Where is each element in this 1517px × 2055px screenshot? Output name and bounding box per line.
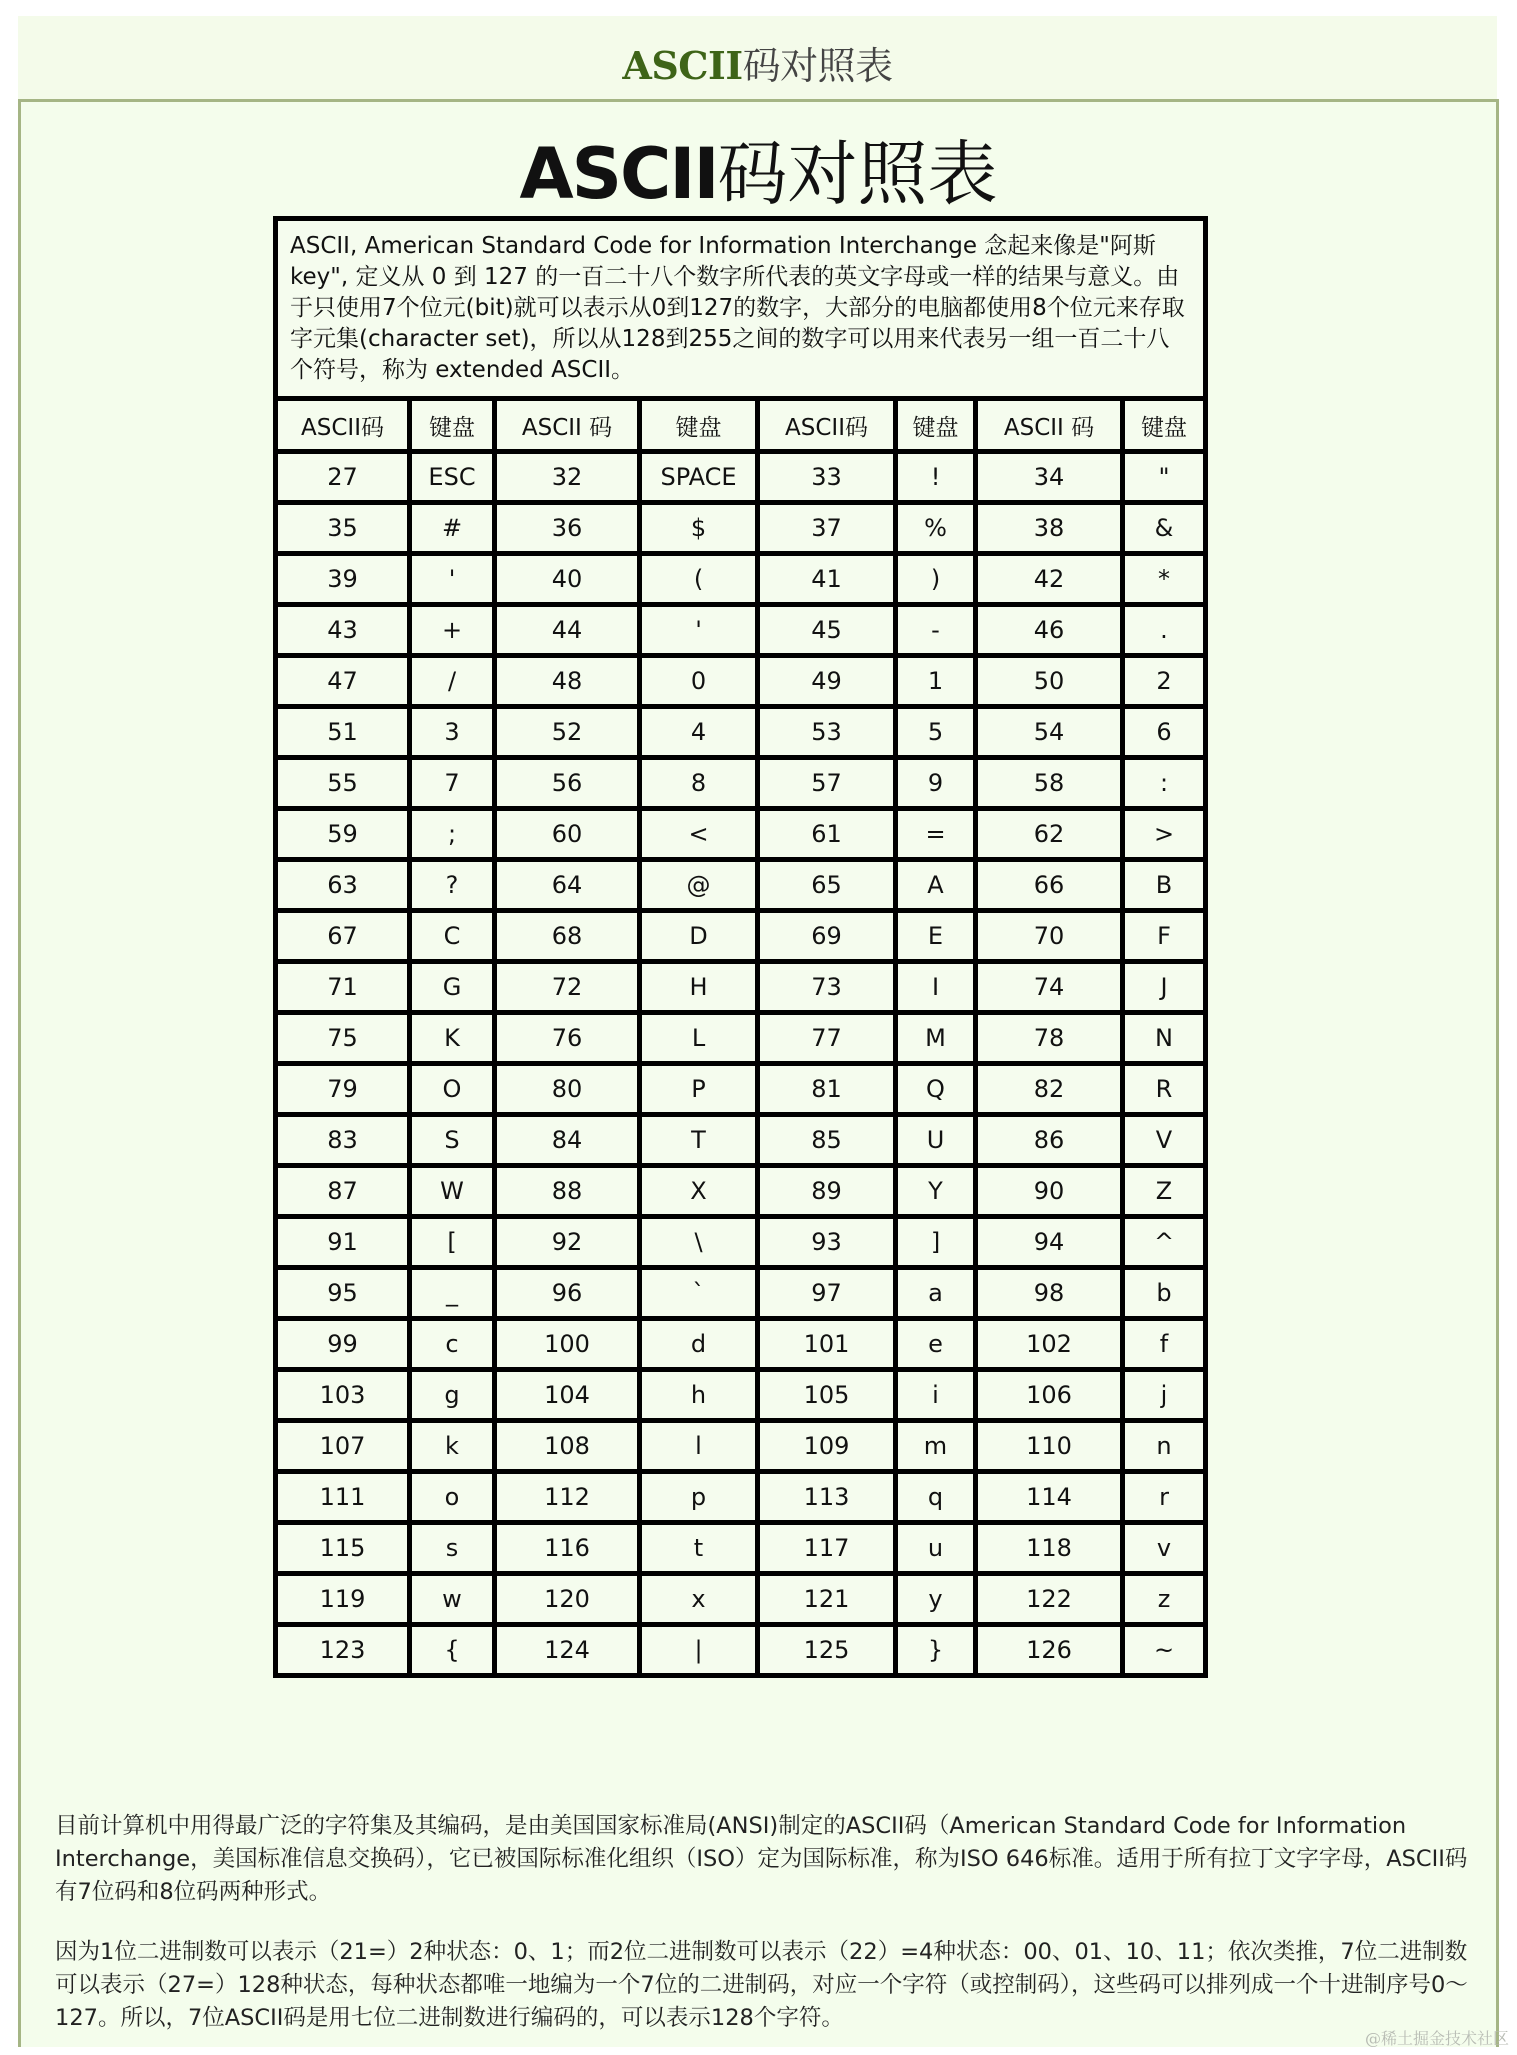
ascii-code-cell: 125 [758, 1625, 896, 1676]
ascii-code-cell: 99 [276, 1319, 410, 1370]
ascii-code-cell: 117 [758, 1523, 896, 1574]
table-row [276, 809, 1206, 860]
table-row [276, 452, 1206, 503]
key-char-cell: o [410, 1472, 495, 1523]
key-char-cell: - [896, 605, 976, 656]
ascii-code-cell: 89 [758, 1166, 896, 1217]
key-char-cell: f [1123, 1319, 1206, 1370]
ascii-code-cell: 70 [976, 911, 1123, 962]
ascii-code-cell: 75 [276, 1013, 410, 1064]
ascii-code-cell: 49 [758, 656, 896, 707]
intro-text: ASCII, American Standard Code for Information Interchange 念起来像是"阿斯key", 定义从 0 到 127 的一百二十八个数字所代表的英文字母或一样的结果与意义。由于只使用7个位元(bit)就可以表示从0到127的数字，大部分的电脑都使用8个位元来存取字元集(character set)，所以从128到255之间的数字可以用来代表另一组一百二十八个符号，称为 extended ASCII。 [276, 219, 1206, 399]
watermark: @稀土掘金技术社区 [1364, 2029, 1509, 2048]
key-char-cell: b [1123, 1268, 1206, 1319]
ascii-code-cell: 57 [758, 758, 896, 809]
ascii-code-cell: 107 [276, 1421, 410, 1472]
key-char-cell: q [896, 1472, 976, 1523]
key-char-cell: 5 [896, 707, 976, 758]
ascii-code-cell: 88 [495, 1166, 640, 1217]
ascii-code-cell: 110 [976, 1421, 1123, 1472]
ascii-code-cell: 83 [276, 1115, 410, 1166]
ascii-code-cell: 98 [976, 1268, 1123, 1319]
ascii-code-cell: 96 [495, 1268, 640, 1319]
ascii-code-cell: 104 [495, 1370, 640, 1421]
ascii-code-cell: 66 [976, 860, 1123, 911]
ascii-code-cell: 82 [976, 1064, 1123, 1115]
ascii-code-cell: 93 [758, 1217, 896, 1268]
ascii-code-cell: 100 [495, 1319, 640, 1370]
key-char-cell: { [410, 1625, 495, 1676]
ascii-code-cell: 121 [758, 1574, 896, 1625]
column-header: ASCII 码 [976, 399, 1123, 452]
ascii-code-cell: 44 [495, 605, 640, 656]
content-frame [18, 99, 1499, 2047]
table-row [276, 1166, 1206, 1217]
ascii-code-cell: 126 [976, 1625, 1123, 1676]
ascii-code-cell: 41 [758, 554, 896, 605]
key-char-cell: j [1123, 1370, 1206, 1421]
key-char-cell: ESC [410, 452, 495, 503]
ascii-code-cell: 106 [976, 1370, 1123, 1421]
key-char-cell: Y [896, 1166, 976, 1217]
ascii-code-cell: 118 [976, 1523, 1123, 1574]
ascii-code-cell: 32 [495, 452, 640, 503]
key-char-cell: ] [896, 1217, 976, 1268]
ascii-code-cell: 61 [758, 809, 896, 860]
key-char-cell: . [1123, 605, 1206, 656]
key-char-cell: s [410, 1523, 495, 1574]
ascii-code-cell: 33 [758, 452, 896, 503]
ascii-code-cell: 37 [758, 503, 896, 554]
key-char-cell: T [640, 1115, 758, 1166]
ascii-code-cell: 62 [976, 809, 1123, 860]
ascii-code-cell: 46 [976, 605, 1123, 656]
key-char-cell: 1 [896, 656, 976, 707]
ascii-code-cell: 55 [276, 758, 410, 809]
key-char-cell: } [896, 1625, 976, 1676]
key-char-cell: z [1123, 1574, 1206, 1625]
key-char-cell: d [640, 1319, 758, 1370]
key-char-cell: g [410, 1370, 495, 1421]
ascii-code-cell: 73 [758, 962, 896, 1013]
ascii-code-cell: 87 [276, 1166, 410, 1217]
table-row [276, 1268, 1206, 1319]
ascii-code-cell: 120 [495, 1574, 640, 1625]
key-char-cell: 2 [1123, 656, 1206, 707]
ascii-code-cell: 85 [758, 1115, 896, 1166]
ascii-code-cell: 74 [976, 962, 1123, 1013]
key-char-cell: k [410, 1421, 495, 1472]
ascii-code-cell: 105 [758, 1370, 896, 1421]
ascii-code-cell: 86 [976, 1115, 1123, 1166]
key-char-cell: O [410, 1064, 495, 1115]
key-char-cell: * [1123, 554, 1206, 605]
table-row [276, 1013, 1206, 1064]
key-char-cell: 8 [640, 758, 758, 809]
ascii-code-cell: 63 [276, 860, 410, 911]
key-char-cell: # [410, 503, 495, 554]
key-char-cell: p [640, 1472, 758, 1523]
key-char-cell: _ [410, 1268, 495, 1319]
ascii-code-cell: 52 [495, 707, 640, 758]
ascii-code-cell: 80 [495, 1064, 640, 1115]
key-char-cell: e [896, 1319, 976, 1370]
header-title-latin: ASCII [622, 43, 743, 88]
ascii-code-cell: 54 [976, 707, 1123, 758]
table-row [276, 1064, 1206, 1115]
ascii-code-cell: 78 [976, 1013, 1123, 1064]
ascii-code-cell: 116 [495, 1523, 640, 1574]
key-char-cell: S [410, 1115, 495, 1166]
key-char-cell: : [1123, 758, 1206, 809]
table-row [276, 1421, 1206, 1472]
key-char-cell: C [410, 911, 495, 962]
ascii-code-cell: 113 [758, 1472, 896, 1523]
key-char-cell: ! [896, 452, 976, 503]
header-band [18, 16, 1497, 100]
ascii-code-cell: 97 [758, 1268, 896, 1319]
key-char-cell: u [896, 1523, 976, 1574]
key-char-cell: x [640, 1574, 758, 1625]
key-char-cell: F [1123, 911, 1206, 962]
page-title-cjk: 码对照表 [717, 133, 998, 215]
ascii-code-cell: 91 [276, 1217, 410, 1268]
column-header: 键盘 [896, 399, 976, 452]
column-header: ASCII码 [758, 399, 896, 452]
ascii-code-cell: 119 [276, 1574, 410, 1625]
column-header: 键盘 [640, 399, 758, 452]
table-row [276, 605, 1206, 656]
ascii-code-cell: 122 [976, 1574, 1123, 1625]
key-char-cell: N [1123, 1013, 1206, 1064]
key-char-cell: w [410, 1574, 495, 1625]
key-char-cell: I [896, 962, 976, 1013]
ascii-code-cell: 43 [276, 605, 410, 656]
key-char-cell: [ [410, 1217, 495, 1268]
key-char-cell: \ [640, 1217, 758, 1268]
column-header: 键盘 [1123, 399, 1206, 452]
ascii-code-cell: 77 [758, 1013, 896, 1064]
key-char-cell: " [1123, 452, 1206, 503]
key-char-cell: K [410, 1013, 495, 1064]
column-header: ASCII 码 [495, 399, 640, 452]
key-char-cell: D [640, 911, 758, 962]
header-title-cjk: 码对照表 [742, 44, 893, 88]
table-header-row [276, 399, 1206, 452]
ascii-code-cell: 72 [495, 962, 640, 1013]
key-char-cell: SPACE [640, 452, 758, 503]
table-row [276, 911, 1206, 962]
table-row [276, 1472, 1206, 1523]
ascii-code-cell: 103 [276, 1370, 410, 1421]
key-char-cell: i [896, 1370, 976, 1421]
key-char-cell: H [640, 962, 758, 1013]
ascii-code-cell: 48 [495, 656, 640, 707]
ascii-code-cell: 114 [976, 1472, 1123, 1523]
key-char-cell: E [896, 911, 976, 962]
key-char-cell: B [1123, 860, 1206, 911]
table-row [276, 1625, 1206, 1676]
ascii-code-cell: 95 [276, 1268, 410, 1319]
ascii-code-cell: 35 [276, 503, 410, 554]
ascii-code-cell: 58 [976, 758, 1123, 809]
table-row [276, 656, 1206, 707]
table-row [276, 1523, 1206, 1574]
ascii-code-cell: 34 [976, 452, 1123, 503]
key-char-cell: ) [896, 554, 976, 605]
key-char-cell: c [410, 1319, 495, 1370]
key-char-cell: R [1123, 1064, 1206, 1115]
key-char-cell: ` [640, 1268, 758, 1319]
column-header: ASCII码 [276, 399, 410, 452]
key-char-cell: $ [640, 503, 758, 554]
key-char-cell: r [1123, 1472, 1206, 1523]
key-char-cell: > [1123, 809, 1206, 860]
key-char-cell: ~ [1123, 1625, 1206, 1676]
ascii-code-cell: 112 [495, 1472, 640, 1523]
table-row [276, 1370, 1206, 1421]
key-char-cell: ' [640, 605, 758, 656]
ascii-code-cell: 64 [495, 860, 640, 911]
table-row [276, 707, 1206, 758]
key-char-cell: ' [410, 554, 495, 605]
key-char-cell: l [640, 1421, 758, 1472]
ascii-code-cell: 124 [495, 1625, 640, 1676]
key-char-cell: A [896, 860, 976, 911]
key-char-cell: 9 [896, 758, 976, 809]
key-char-cell: V [1123, 1115, 1206, 1166]
ascii-code-cell: 109 [758, 1421, 896, 1472]
key-char-cell: 0 [640, 656, 758, 707]
ascii-code-cell: 111 [276, 1472, 410, 1523]
ascii-code-cell: 90 [976, 1166, 1123, 1217]
key-char-cell: X [640, 1166, 758, 1217]
key-char-cell: 3 [410, 707, 495, 758]
key-char-cell: ( [640, 554, 758, 605]
table-row [276, 1319, 1206, 1370]
key-char-cell: n [1123, 1421, 1206, 1472]
key-char-cell: y [896, 1574, 976, 1625]
table-row [276, 1217, 1206, 1268]
ascii-code-cell: 67 [276, 911, 410, 962]
key-char-cell: L [640, 1013, 758, 1064]
column-header: 键盘 [410, 399, 495, 452]
intro-row [276, 219, 1206, 399]
ascii-code-cell: 84 [495, 1115, 640, 1166]
key-char-cell: = [896, 809, 976, 860]
key-char-cell: | [640, 1625, 758, 1676]
key-char-cell: h [640, 1370, 758, 1421]
ascii-code-cell: 50 [976, 656, 1123, 707]
key-char-cell: @ [640, 860, 758, 911]
key-char-cell: / [410, 656, 495, 707]
ascii-code-cell: 79 [276, 1064, 410, 1115]
ascii-code-cell: 53 [758, 707, 896, 758]
ascii-table [273, 216, 1208, 1678]
key-char-cell: ^ [1123, 1217, 1206, 1268]
ascii-code-cell: 94 [976, 1217, 1123, 1268]
ascii-code-cell: 36 [495, 503, 640, 554]
key-char-cell: v [1123, 1523, 1206, 1574]
footer-paragraph-1: 目前计算机中用得最广泛的字符集及其编码，是由美国国家标准局(ANSI)制定的ASCII码（American Standard Code for Information Interchange，美国标准信息交换码），它已被国际标准化组织（ISO）定为国际标准，称为ISO 646标准。适用于所有拉丁文字字母，ASCII码有7位码和8位码两种形式。 [55, 1813, 1468, 1905]
ascii-code-cell: 59 [276, 809, 410, 860]
ascii-code-cell: 40 [495, 554, 640, 605]
table-row [276, 1574, 1206, 1625]
key-char-cell: G [410, 962, 495, 1013]
ascii-code-cell: 47 [276, 656, 410, 707]
ascii-code-cell: 71 [276, 962, 410, 1013]
ascii-code-cell: 101 [758, 1319, 896, 1370]
ascii-code-cell: 42 [976, 554, 1123, 605]
table-row [276, 860, 1206, 911]
key-char-cell: 6 [1123, 707, 1206, 758]
key-char-cell: M [896, 1013, 976, 1064]
table-row [276, 962, 1206, 1013]
header-title [18, 44, 1497, 88]
ascii-code-cell: 102 [976, 1319, 1123, 1370]
ascii-code-cell: 65 [758, 860, 896, 911]
key-char-cell: Q [896, 1064, 976, 1115]
key-char-cell: % [896, 503, 976, 554]
ascii-code-cell: 123 [276, 1625, 410, 1676]
page-title-latin: ASCII [519, 133, 718, 215]
key-char-cell: & [1123, 503, 1206, 554]
ascii-code-cell: 38 [976, 503, 1123, 554]
ascii-code-cell: 81 [758, 1064, 896, 1115]
page-title [21, 134, 1496, 214]
key-char-cell: J [1123, 962, 1206, 1013]
ascii-code-cell: 108 [495, 1421, 640, 1472]
key-char-cell: 7 [410, 758, 495, 809]
ascii-code-cell: 45 [758, 605, 896, 656]
ascii-code-cell: 68 [495, 911, 640, 962]
key-char-cell: Z [1123, 1166, 1206, 1217]
ascii-code-cell: 27 [276, 452, 410, 503]
key-char-cell: W [410, 1166, 495, 1217]
key-char-cell: m [896, 1421, 976, 1472]
key-char-cell: U [896, 1115, 976, 1166]
ascii-code-cell: 51 [276, 707, 410, 758]
key-char-cell: t [640, 1523, 758, 1574]
footer-paragraph-2: 因为1位二进制数可以表示（21=）2种状态：0、1；而2位二进制数可以表示（22）=4种状态：00、01、10、11；依次类推，7位二进制数可以表示（27=）128种状态，每种状态都唯一地编为一个7位的二进制码，对应一个字符（或控制码），这些码可以排列成一个十进制序号0～127。所以，7位ASCII码是用七位二进制数进行编码的，可以表示128个字符。 [55, 1939, 1468, 2031]
table-row [276, 758, 1206, 809]
key-char-cell: 4 [640, 707, 758, 758]
ascii-code-cell: 115 [276, 1523, 410, 1574]
ascii-code-cell: 69 [758, 911, 896, 962]
key-char-cell: a [896, 1268, 976, 1319]
table-row [276, 1115, 1206, 1166]
table-row [276, 554, 1206, 605]
ascii-code-cell: 39 [276, 554, 410, 605]
key-char-cell: ; [410, 809, 495, 860]
key-char-cell: ? [410, 860, 495, 911]
key-char-cell: < [640, 809, 758, 860]
table-row [276, 503, 1206, 554]
key-char-cell: P [640, 1064, 758, 1115]
ascii-code-cell: 56 [495, 758, 640, 809]
ascii-code-cell: 92 [495, 1217, 640, 1268]
key-char-cell: + [410, 605, 495, 656]
ascii-code-cell: 76 [495, 1013, 640, 1064]
ascii-code-cell: 60 [495, 809, 640, 860]
